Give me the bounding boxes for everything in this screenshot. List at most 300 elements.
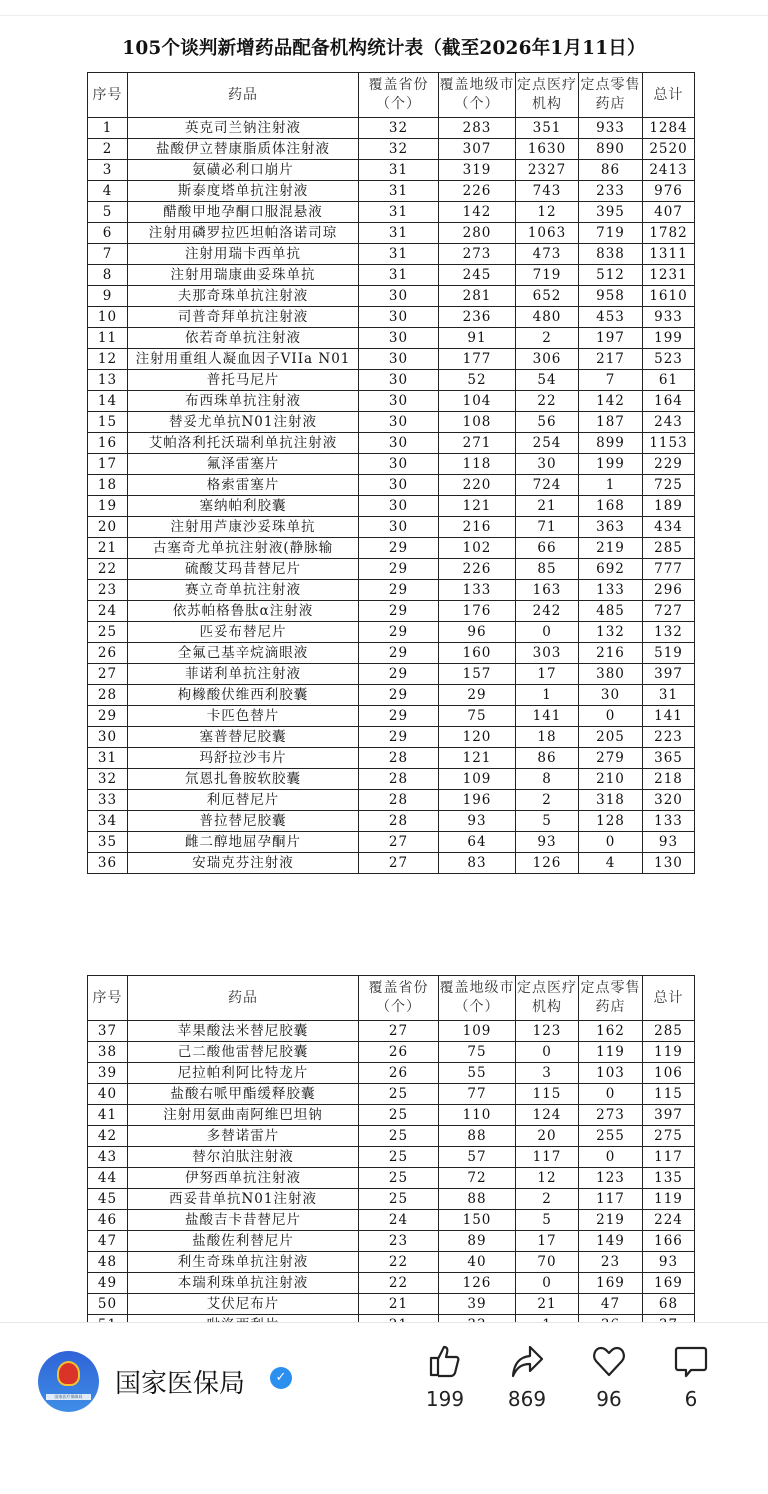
cell-total: 285	[643, 538, 695, 559]
cell-retail-pharmacies: 187	[579, 412, 643, 433]
cell-provinces: 30	[359, 475, 439, 496]
cell-drug: 替妥尤单抗N01注射液	[128, 412, 359, 433]
cell-medical-institutions: 21	[516, 1294, 579, 1315]
verified-badge-icon: ✓	[270, 1367, 292, 1389]
cell-drug: 艾伏尼布片	[128, 1294, 359, 1315]
cell-provinces: 26	[359, 1042, 439, 1063]
cell-total: 777	[643, 559, 695, 580]
table-row	[88, 832, 695, 853]
cell-cities: 108	[439, 412, 516, 433]
cell-seq: 39	[88, 1063, 128, 1084]
cell-retail-pharmacies: 0	[579, 1084, 643, 1105]
national-emblem-icon	[57, 1361, 80, 1386]
cell-seq: 32	[88, 769, 128, 790]
favorite-button[interactable]	[579, 1343, 639, 1411]
cell-total: 61	[643, 370, 695, 391]
cell-medical-institutions: 54	[516, 370, 579, 391]
cell-retail-pharmacies: 128	[579, 811, 643, 832]
cell-cities: 55	[439, 1063, 516, 1084]
cell-medical-institutions: 86	[516, 748, 579, 769]
cell-provinces: 29	[359, 685, 439, 706]
cell-retail-pharmacies: 142	[579, 391, 643, 412]
cell-provinces: 22	[359, 1273, 439, 1294]
like-button[interactable]	[415, 1343, 475, 1411]
cell-seq: 4	[88, 181, 128, 202]
cell-total: 119	[643, 1042, 695, 1063]
cell-drug: 依苏帕格鲁肽α注射液	[128, 601, 359, 622]
comment-button[interactable]	[661, 1343, 721, 1411]
cell-total: 397	[643, 664, 695, 685]
table-row	[88, 118, 695, 139]
cell-medical-institutions: 254	[516, 433, 579, 454]
cell-seq: 12	[88, 349, 128, 370]
cell-provinces: 25	[359, 1189, 439, 1210]
cell-cities: 93	[439, 811, 516, 832]
cell-drug: 布西珠单抗注射液	[128, 391, 359, 412]
cell-drug: 注射用重组人凝血因子VIIa N01	[128, 349, 359, 370]
cell-medical-institutions: 306	[516, 349, 579, 370]
header-drug: 药品	[128, 976, 359, 1021]
table-row	[88, 727, 695, 748]
table-row	[88, 139, 695, 160]
favorite-count: 96	[596, 1387, 622, 1411]
cell-cities: 77	[439, 1084, 516, 1105]
cell-retail-pharmacies: 279	[579, 748, 643, 769]
cell-medical-institutions: 66	[516, 538, 579, 559]
cell-medical-institutions: 480	[516, 307, 579, 328]
cell-retail-pharmacies: 933	[579, 118, 643, 139]
cell-retail-pharmacies: 199	[579, 454, 643, 475]
cell-total: 933	[643, 307, 695, 328]
table-row	[88, 853, 695, 874]
cell-total: 133	[643, 811, 695, 832]
cell-cities: 160	[439, 643, 516, 664]
cell-medical-institutions: 22	[516, 391, 579, 412]
cell-retail-pharmacies: 210	[579, 769, 643, 790]
table-row	[88, 1168, 695, 1189]
cell-seq: 11	[88, 328, 128, 349]
table-row	[88, 811, 695, 832]
cell-cities: 157	[439, 664, 516, 685]
cell-drug: 匹妥布替尼片	[128, 622, 359, 643]
cell-cities: 118	[439, 454, 516, 475]
cell-total: 1231	[643, 265, 695, 286]
cell-total: 68	[643, 1294, 695, 1315]
table-row	[88, 748, 695, 769]
cell-seq: 15	[88, 412, 128, 433]
cell-cities: 133	[439, 580, 516, 601]
cell-provinces: 25	[359, 1105, 439, 1126]
comment-count: 6	[684, 1387, 698, 1411]
cell-provinces: 30	[359, 454, 439, 475]
cell-drug: 己二酸他雷替尼胶囊	[128, 1042, 359, 1063]
table-row	[88, 643, 695, 664]
cell-drug: 枸橼酸伏维西利胶囊	[128, 685, 359, 706]
table-row	[88, 517, 695, 538]
cell-total: 132	[643, 622, 695, 643]
cell-seq: 50	[88, 1294, 128, 1315]
table-row	[88, 454, 695, 475]
table-row	[88, 706, 695, 727]
header-cities: 覆盖地级市（个）	[439, 976, 516, 1021]
table-row	[88, 664, 695, 685]
cell-seq: 8	[88, 265, 128, 286]
cell-total: 130	[643, 853, 695, 874]
cell-seq: 47	[88, 1231, 128, 1252]
cell-cities: 236	[439, 307, 516, 328]
cell-seq: 17	[88, 454, 128, 475]
cell-drug: 艾帕洛利托沃瑞利单抗注射液	[128, 433, 359, 454]
share-button[interactable]	[497, 1343, 557, 1411]
header-retail-pharmacies: 定点零售药店	[579, 73, 643, 118]
cell-retail-pharmacies: 485	[579, 601, 643, 622]
cell-medical-institutions: 2	[516, 1189, 579, 1210]
cell-total: 725	[643, 475, 695, 496]
cell-seq: 19	[88, 496, 128, 517]
cell-medical-institutions: 3	[516, 1063, 579, 1084]
cell-total: 285	[643, 1021, 695, 1042]
table-row	[88, 1084, 695, 1105]
cell-provinces: 29	[359, 538, 439, 559]
cell-seq: 21	[88, 538, 128, 559]
cell-cities: 89	[439, 1231, 516, 1252]
cell-retail-pharmacies: 899	[579, 433, 643, 454]
cell-retail-pharmacies: 692	[579, 559, 643, 580]
cell-medical-institutions: 719	[516, 265, 579, 286]
cell-total: 189	[643, 496, 695, 517]
cell-seq: 46	[88, 1210, 128, 1231]
cell-seq: 10	[88, 307, 128, 328]
cell-total: 135	[643, 1168, 695, 1189]
cell-cities: 64	[439, 832, 516, 853]
cell-seq: 42	[88, 1126, 128, 1147]
cell-provinces: 31	[359, 223, 439, 244]
cell-retail-pharmacies: 47	[579, 1294, 643, 1315]
cell-medical-institutions: 70	[516, 1252, 579, 1273]
cell-cities: 29	[439, 685, 516, 706]
cell-medical-institutions: 5	[516, 811, 579, 832]
cell-provinces: 24	[359, 1210, 439, 1231]
page-title: 105个谈判新增药品配备机构统计表（截至2026年1月11日）	[122, 38, 646, 59]
cell-seq: 16	[88, 433, 128, 454]
header-cities: 覆盖地级市（个）	[439, 73, 516, 118]
cell-drug: 塞纳帕利胶囊	[128, 496, 359, 517]
cell-drug: 盐酸伊立替康脂质体注射液	[128, 139, 359, 160]
cell-cities: 109	[439, 1021, 516, 1042]
cell-medical-institutions: 56	[516, 412, 579, 433]
cell-cities: 226	[439, 181, 516, 202]
cell-retail-pharmacies: 318	[579, 790, 643, 811]
cell-drug: 普拉替尼胶囊	[128, 811, 359, 832]
cell-drug: 伊努西单抗注射液	[128, 1168, 359, 1189]
cell-retail-pharmacies: 363	[579, 517, 643, 538]
cell-provinces: 31	[359, 160, 439, 181]
share-count: 869	[507, 1387, 547, 1411]
table-row	[88, 496, 695, 517]
cell-cities: 96	[439, 622, 516, 643]
cell-provinces: 32	[359, 118, 439, 139]
table-row	[88, 601, 695, 622]
cell-total: 31	[643, 685, 695, 706]
cell-seq: 27	[88, 664, 128, 685]
cell-medical-institutions: 2	[516, 790, 579, 811]
cell-medical-institutions: 8	[516, 769, 579, 790]
cell-medical-institutions: 21	[516, 496, 579, 517]
cell-total: 275	[643, 1126, 695, 1147]
cell-provinces: 27	[359, 1021, 439, 1042]
cell-medical-institutions: 473	[516, 244, 579, 265]
cell-drug: 氘恩扎鲁胺软胶囊	[128, 769, 359, 790]
cell-provinces: 25	[359, 1126, 439, 1147]
cell-total: 1610	[643, 286, 695, 307]
cell-retail-pharmacies: 719	[579, 223, 643, 244]
cell-medical-institutions: 126	[516, 853, 579, 874]
cell-drug: 司普奇拜单抗注射液	[128, 307, 359, 328]
cell-drug: 格索雷塞片	[128, 475, 359, 496]
cell-provinces: 30	[359, 370, 439, 391]
cell-cities: 39	[439, 1294, 516, 1315]
table-row	[88, 1147, 695, 1168]
cell-drug: 英克司兰钠注射液	[128, 118, 359, 139]
cell-seq: 25	[88, 622, 128, 643]
header-medical-institutions: 定点医疗机构	[516, 73, 579, 118]
cell-provinces: 29	[359, 622, 439, 643]
cell-seq: 35	[88, 832, 128, 853]
cell-retail-pharmacies: 958	[579, 286, 643, 307]
cell-provinces: 31	[359, 265, 439, 286]
table-row	[88, 1210, 695, 1231]
cell-total: 166	[643, 1231, 695, 1252]
cell-total: 218	[643, 769, 695, 790]
cell-cities: 110	[439, 1105, 516, 1126]
cell-retail-pharmacies: 380	[579, 664, 643, 685]
cell-medical-institutions: 0	[516, 1042, 579, 1063]
cell-cities: 91	[439, 328, 516, 349]
table-row	[88, 790, 695, 811]
cell-drug: 注射用瑞康曲妥珠单抗	[128, 265, 359, 286]
table-row	[88, 202, 695, 223]
header-seq: 序号	[88, 73, 128, 118]
table-row	[88, 412, 695, 433]
cell-provinces: 30	[359, 286, 439, 307]
cell-total: 2413	[643, 160, 695, 181]
table-row	[88, 223, 695, 244]
cell-provinces: 30	[359, 328, 439, 349]
cell-provinces: 30	[359, 412, 439, 433]
cell-cities: 57	[439, 1147, 516, 1168]
cell-drug: 利厄替尼片	[128, 790, 359, 811]
cell-provinces: 21	[359, 1294, 439, 1315]
cell-retail-pharmacies: 169	[579, 1273, 643, 1294]
share-icon	[509, 1343, 545, 1379]
cell-retail-pharmacies: 4	[579, 853, 643, 874]
table-row	[88, 181, 695, 202]
cell-seq: 9	[88, 286, 128, 307]
cell-drug: 玛舒拉沙韦片	[128, 748, 359, 769]
cell-total: 141	[643, 706, 695, 727]
cell-retail-pharmacies: 1	[579, 475, 643, 496]
cell-cities: 176	[439, 601, 516, 622]
cell-provinces: 26	[359, 1063, 439, 1084]
cell-cities: 271	[439, 433, 516, 454]
table-row	[88, 685, 695, 706]
cell-cities: 283	[439, 118, 516, 139]
cell-provinces: 29	[359, 643, 439, 664]
cell-provinces: 28	[359, 811, 439, 832]
cell-cities: 83	[439, 853, 516, 874]
cell-total: 523	[643, 349, 695, 370]
header-medical-institutions: 定点医疗机构	[516, 976, 579, 1021]
table-row	[88, 1252, 695, 1273]
cell-medical-institutions: 652	[516, 286, 579, 307]
cell-drug: 西妥昔单抗N01注射液	[128, 1189, 359, 1210]
table-row	[88, 1273, 695, 1294]
cell-cities: 120	[439, 727, 516, 748]
cell-drug: 氟泽雷塞片	[128, 454, 359, 475]
cell-medical-institutions: 117	[516, 1147, 579, 1168]
cell-provinces: 29	[359, 664, 439, 685]
cell-medical-institutions: 71	[516, 517, 579, 538]
cell-provinces: 32	[359, 139, 439, 160]
table-header-row	[88, 976, 695, 1021]
cell-retail-pharmacies: 117	[579, 1189, 643, 1210]
cell-drug: 本瑞利珠单抗注射液	[128, 1273, 359, 1294]
cell-total: 223	[643, 727, 695, 748]
cell-retail-pharmacies: 890	[579, 139, 643, 160]
cell-drug: 硫酸艾玛昔替尼片	[128, 559, 359, 580]
table-row	[88, 1189, 695, 1210]
cell-cities: 75	[439, 706, 516, 727]
cell-drug: 尼拉帕利阿比特龙片	[128, 1063, 359, 1084]
cell-retail-pharmacies: 205	[579, 727, 643, 748]
cell-drug: 依若奇单抗注射液	[128, 328, 359, 349]
cell-seq: 31	[88, 748, 128, 769]
cell-provinces: 31	[359, 244, 439, 265]
cell-provinces: 25	[359, 1147, 439, 1168]
cell-medical-institutions: 93	[516, 832, 579, 853]
table-row	[88, 1105, 695, 1126]
cell-cities: 281	[439, 286, 516, 307]
cell-seq: 30	[88, 727, 128, 748]
cell-retail-pharmacies: 86	[579, 160, 643, 181]
cell-medical-institutions: 124	[516, 1105, 579, 1126]
cell-seq: 45	[88, 1189, 128, 1210]
cell-cities: 121	[439, 496, 516, 517]
cell-total: 199	[643, 328, 695, 349]
cell-retail-pharmacies: 123	[579, 1168, 643, 1189]
cell-cities: 220	[439, 475, 516, 496]
cell-medical-institutions: 20	[516, 1126, 579, 1147]
cell-medical-institutions: 115	[516, 1084, 579, 1105]
cell-drug: 盐酸吉卡昔替尼片	[128, 1210, 359, 1231]
cell-provinces: 29	[359, 580, 439, 601]
cell-retail-pharmacies: 133	[579, 580, 643, 601]
cell-provinces: 30	[359, 517, 439, 538]
cell-total: 93	[643, 832, 695, 853]
cell-medical-institutions: 85	[516, 559, 579, 580]
cell-drug: 替尔泊肽注射液	[128, 1147, 359, 1168]
cell-total: 106	[643, 1063, 695, 1084]
cell-retail-pharmacies: 7	[579, 370, 643, 391]
cell-medical-institutions: 2327	[516, 160, 579, 181]
cell-drug: 注射用瑞卡西单抗	[128, 244, 359, 265]
cell-drug: 利生奇珠单抗注射液	[128, 1252, 359, 1273]
cell-seq: 23	[88, 580, 128, 601]
table-row	[88, 265, 695, 286]
cell-cities: 88	[439, 1126, 516, 1147]
cell-seq: 14	[88, 391, 128, 412]
cell-seq: 29	[88, 706, 128, 727]
cell-drug: 注射用氨曲南阿维巴坦钠	[128, 1105, 359, 1126]
cell-provinces: 28	[359, 790, 439, 811]
cell-provinces: 25	[359, 1084, 439, 1105]
table-row	[88, 328, 695, 349]
cell-seq: 40	[88, 1084, 128, 1105]
cell-seq: 7	[88, 244, 128, 265]
cell-drug: 全氟己基辛烷滴眼液	[128, 643, 359, 664]
cell-cities: 121	[439, 748, 516, 769]
header-seq: 序号	[88, 976, 128, 1021]
account-avatar[interactable]	[38, 1351, 99, 1412]
cell-seq: 37	[88, 1021, 128, 1042]
cell-seq: 26	[88, 643, 128, 664]
cell-drug: 斯泰度塔单抗注射液	[128, 181, 359, 202]
header-drug: 药品	[128, 73, 359, 118]
cell-total: 93	[643, 1252, 695, 1273]
cell-medical-institutions: 30	[516, 454, 579, 475]
account-name[interactable]: 国家医保局	[115, 1369, 246, 1399]
cell-provinces: 27	[359, 832, 439, 853]
cell-provinces: 30	[359, 433, 439, 454]
cell-seq: 18	[88, 475, 128, 496]
cell-drug: 注射用芦康沙妥珠单抗	[128, 517, 359, 538]
cell-provinces: 29	[359, 601, 439, 622]
cell-total: 115	[643, 1084, 695, 1105]
table-row	[88, 769, 695, 790]
cell-seq: 33	[88, 790, 128, 811]
cell-total: 117	[643, 1147, 695, 1168]
cell-medical-institutions: 12	[516, 202, 579, 223]
cell-medical-institutions: 12	[516, 1168, 579, 1189]
cell-retail-pharmacies: 103	[579, 1063, 643, 1084]
cell-seq: 36	[88, 853, 128, 874]
table-row	[88, 1063, 695, 1084]
cell-medical-institutions: 303	[516, 643, 579, 664]
cell-cities: 104	[439, 391, 516, 412]
cell-drug: 多替诺雷片	[128, 1126, 359, 1147]
cell-medical-institutions: 17	[516, 664, 579, 685]
cell-cities: 177	[439, 349, 516, 370]
cell-provinces: 28	[359, 769, 439, 790]
cell-cities: 109	[439, 769, 516, 790]
table-row	[88, 1231, 695, 1252]
table-row	[88, 1126, 695, 1147]
cell-total: 1284	[643, 118, 695, 139]
header-provinces: 覆盖省份（个）	[359, 976, 439, 1021]
cell-drug: 赛立奇单抗注射液	[128, 580, 359, 601]
cell-total: 229	[643, 454, 695, 475]
cell-retail-pharmacies: 168	[579, 496, 643, 517]
cell-medical-institutions: 2	[516, 328, 579, 349]
cell-cities: 273	[439, 244, 516, 265]
cell-provinces: 23	[359, 1231, 439, 1252]
cell-provinces: 29	[359, 727, 439, 748]
cell-drug: 塞普替尼胶囊	[128, 727, 359, 748]
cell-retail-pharmacies: 395	[579, 202, 643, 223]
cell-provinces: 30	[359, 391, 439, 412]
cell-provinces: 22	[359, 1252, 439, 1273]
cell-total: 976	[643, 181, 695, 202]
